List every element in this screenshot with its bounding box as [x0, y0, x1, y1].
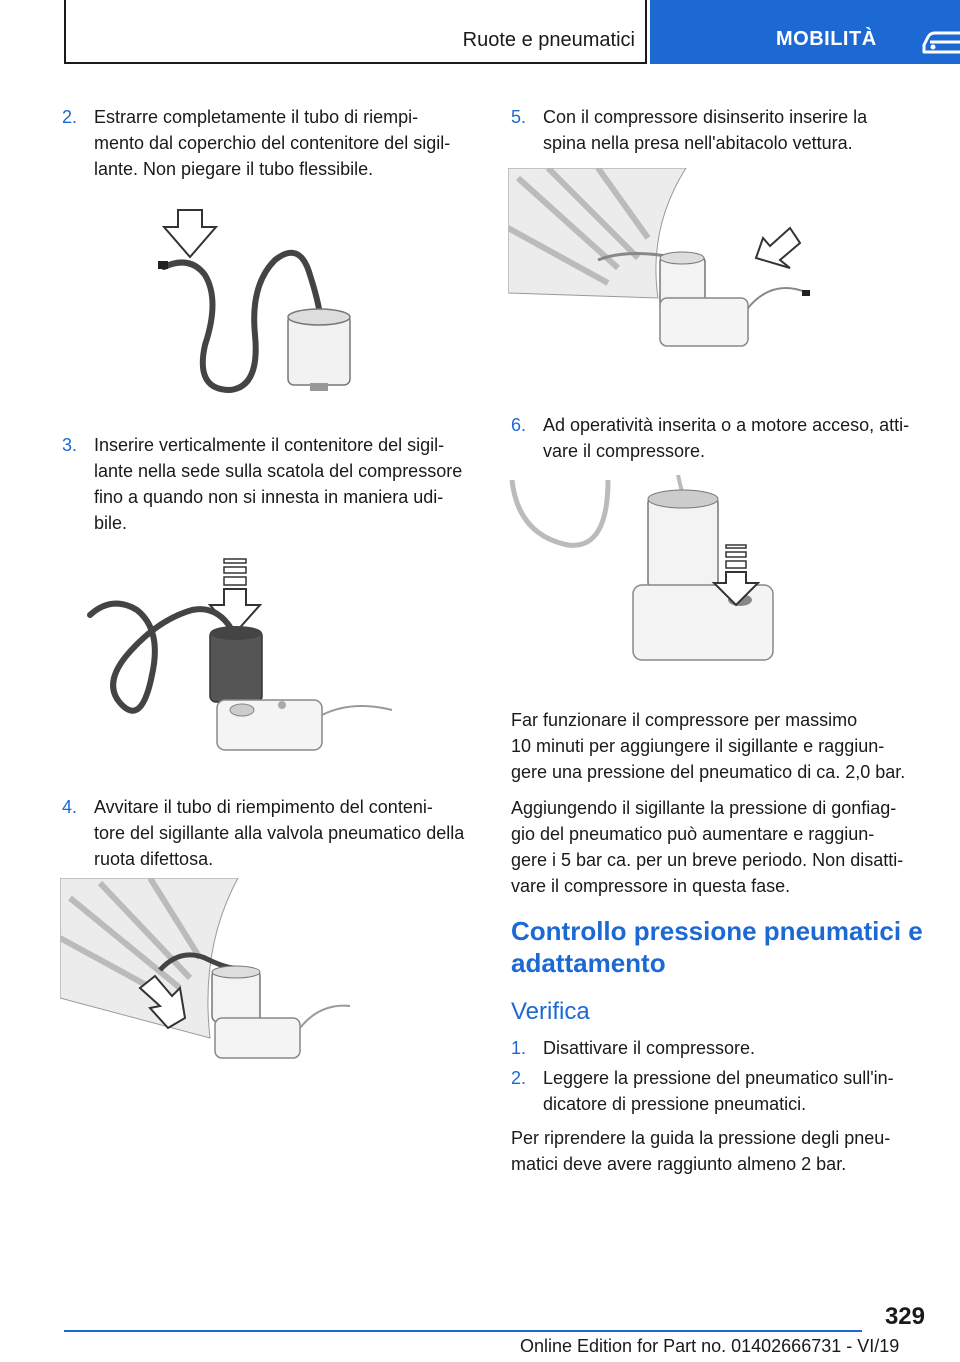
step-text: Ad operatività inserita o a motore acceso, atti- vare il compressore. — [543, 415, 910, 461]
page-number: 329 — [884, 1303, 925, 1330]
footer-edition: Online Edition for Part no. 01402666731 - VI/19 — [520, 1336, 900, 1356]
section-heading: Controllo pressione pneumatici e adattamento — [511, 916, 923, 978]
paragraph-run-time: Far funzionare il compressore per massimo 10 minuti per aggiungere il sigillante e raggiun- gere una pressione del pneumatico di ca. 2,0 bar. — [511, 710, 906, 782]
step-number: 1. — [511, 1038, 527, 1058]
chapter-tab[interactable] — [650, 0, 960, 64]
step-number: 5. — [511, 107, 527, 127]
step-2 — [62, 104, 482, 182]
step-text: Estrarre completamente il tubo di riempi- mento dal coperchio del contenitore del sigil- lante. Non piegare il tubo flessibile. — [94, 107, 451, 179]
step-5 — [511, 104, 931, 156]
step-number: 2. — [511, 1068, 527, 1088]
figure-sealant-hose — [150, 205, 360, 400]
step-number: 3. — [62, 435, 78, 455]
step-number: 6. — [511, 415, 527, 435]
step-6 — [511, 412, 931, 464]
figure-activate-compressor — [508, 475, 778, 670]
figure-hose-to-valve — [60, 878, 360, 1063]
car-icon — [920, 28, 960, 56]
step-3 — [62, 432, 482, 536]
footer-rule — [64, 1330, 862, 1332]
step-text: Con il compressore disinserito inserire la spina nella presa nell'abitacolo vettura. — [543, 107, 868, 153]
step-text: Disattivare il compressore. — [543, 1038, 756, 1058]
check-step-1 — [511, 1035, 931, 1061]
figure-plug-socket — [508, 168, 813, 353]
step-text: Inserire verticalmente il contenitore del sigil- lante nella sede sulla scatola del compressore fino a quando non si innesta in maniera udi- bile. — [94, 435, 463, 533]
step-text: Leggere la pressione del pneumatico sull'in- dicatore di pressione pneumatici. — [543, 1068, 894, 1114]
section-title: Ruote e pneumatici — [462, 29, 635, 51]
chapter-tab-label: MOBILITÀ — [776, 28, 877, 50]
step-text: Avvitare il tubo di riempimento del conteni- tore del sigillante alla valvola pneumatico della ruota difettosa. — [94, 797, 465, 869]
step-4 — [62, 794, 482, 872]
figure-insert-canister — [82, 555, 402, 755]
header-section-box — [64, 0, 647, 64]
step-number: 2. — [62, 107, 78, 127]
check-step-2 — [511, 1065, 931, 1117]
paragraph-pressure-note: Aggiungendo il sigillante la pressione di gonfiag- gio del pneumatico può aumentare e raggiun- gere i 5 bar ca. per un breve periodo. Non disatti- vare il compressore in questa fase. — [511, 798, 904, 896]
step-number: 4. — [62, 797, 78, 817]
paragraph-min-pressure: Per riprendere la guida la pressione degli pneu- matici deve avere raggiunto almeno 2 bar. — [511, 1128, 891, 1174]
subsection-heading: Verifica — [511, 998, 590, 1025]
